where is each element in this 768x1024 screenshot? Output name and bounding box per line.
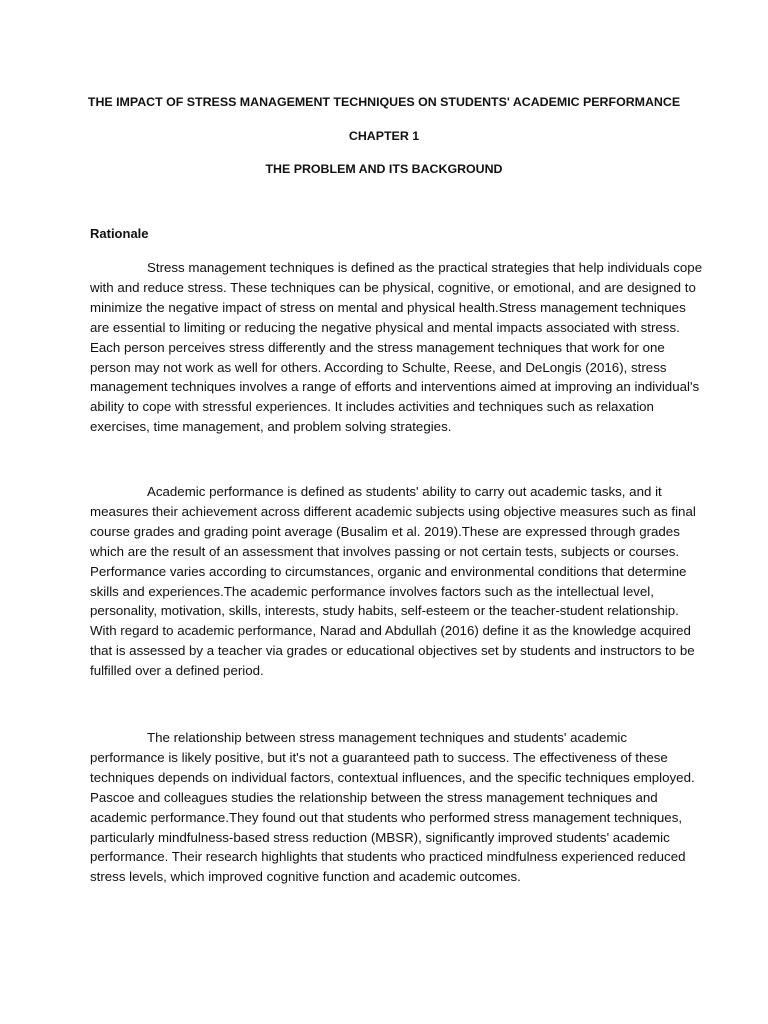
chapter-heading: CHAPTER 1 [348,129,420,143]
paragraph-line: academic performance.They found out that students who performed stress management techniques, [90,809,683,825]
paragraph-line: minimize the negative impact of stress on mental and physical health.Stress management techniques [90,299,686,315]
paragraph-line: which are the result of an assessment that involves passing or not certain tests, subjects or courses. [90,543,680,559]
paragraph-line: stress levels, which improved cognitive function and academic outcomes. [90,869,521,885]
paragraph-line: performance. Their research highlights that students who practiced mindfulness experienced reduced [90,849,686,865]
paragraph-line: performance is likely positive, but it's not a guaranteed path to success. The effectiveness of these [90,749,668,765]
paragraph-line: exercises, time management, and problem solving strategies. [90,419,452,435]
paragraph-academic-performance [90,482,696,681]
paragraph-line: person may not work as well for others. According to Schulte, Reese, and DeLongis (2016), stress [90,359,667,375]
paragraph-line: Academic performance is defined as students' ability to carry out academic tasks, and it [147,484,662,499]
paragraph-line: that is assessed by a teacher via grades or educational objectives set by students and instructors to be [90,643,695,659]
document-title: THE IMPACT OF STRESS MANAGEMENT TECHNIQUES ON STUDENTS' ACADEMIC PERFORMANCE [87,95,681,109]
paragraph-line: fulfilled over a defined period. [90,663,264,679]
paragraph-line: Pascoe and colleagues studies the relationship between the stress management techniques and [90,789,658,805]
paragraph-line: particularly mindfulness-based stress reduction (MBSR), significantly improved students' academic [90,829,670,845]
paragraph-line: Performance varies according to circumstances, organic and environmental conditions that determine [90,563,687,579]
paragraph-line: with and reduce stress. These techniques can be physical, cognitive, or emotional, and are designed to [90,279,696,295]
paragraph-line: With regard to academic performance, Narad and Abdullah (2016) define it as the knowledge acquired [90,623,691,639]
paragraph-line: personality, motivation, skills, interests, study habits, self-esteem or the teacher-student relationship. [90,603,679,619]
paragraph-line: course grades and grading point average (Busalim et al. 2019).These are expressed through grades [90,523,680,539]
paragraph-line: Stress management techniques is defined as the practical strategies that help individuals cope [147,260,703,275]
paragraph-line: ability to cope with stressful experiences. It includes activities and techniques such as relaxation [90,399,654,415]
paragraph-line: management techniques involves a range of efforts and interventions aimed at improving an individual's [90,379,700,395]
paragraph-line: Each person perceives stress differently and the stress management techniques that work for one [90,339,665,355]
paragraph-line: The relationship between stress management techniques and students' academic [147,730,628,745]
chapter-subtitle: THE PROBLEM AND ITS BACKGROUND [265,162,503,176]
paragraph-line: measures their achievement across different academic subjects using objective measures such as final [90,503,696,519]
paragraph-line: are essential to limiting or reducing the negative physical and mental impacts associated with stress. [90,319,680,335]
paragraph-stress-management [90,258,703,437]
section-heading-rationale: Rationale [90,226,149,241]
paragraph-line: skills and experiences.The academic performance involves factors such as the intellectual level, [90,583,654,599]
paragraph-relationship [90,728,695,887]
paragraph-line: techniques depends on individual factors, contextual influences, and the specific techniques employed. [90,769,695,785]
